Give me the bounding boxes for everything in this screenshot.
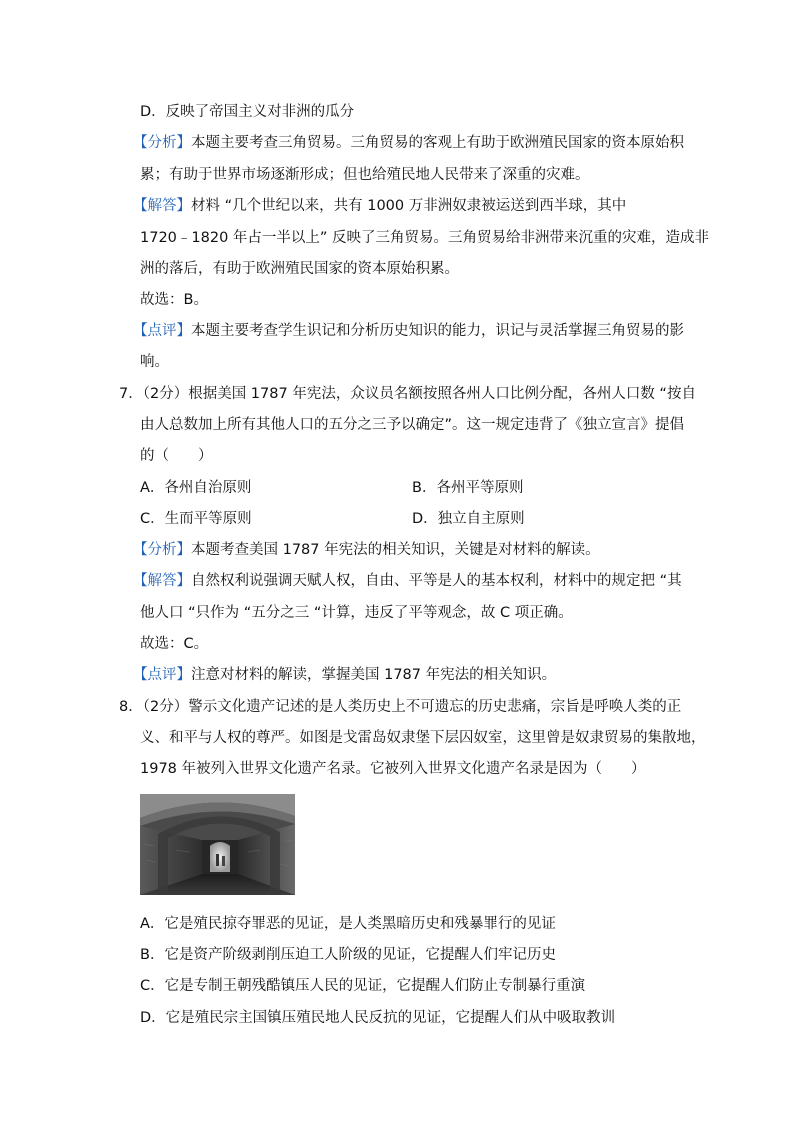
answer-tag: 【解答】: [133, 198, 191, 214]
q8-option-c: C．它是专制王朝残酷镇压人民的见证，它提醒人们防止专制暴行重演: [140, 978, 586, 994]
q7-option-d: D．独立自主原则: [412, 511, 525, 527]
q6-choice: 故选：B。: [140, 292, 208, 308]
q6-comment: [133, 321, 684, 341]
q8-stem-1: 8．（2分）警示文化遗产记述的是人类历史上不可遗忘的历史悲痛，宗旨是呼唤人类的正: [119, 699, 682, 715]
q6-option-d: D．反映了帝国主义对非洲的瓜分: [140, 104, 355, 120]
q7-analysis: [133, 540, 600, 560]
q8-option-b: B．它是资产阶级剥削压迫工人阶级的见证，它提醒人们牢记历史: [140, 947, 556, 963]
answer-tag: 【解答】: [133, 573, 191, 589]
q7-choice: 故选：C。: [140, 636, 209, 652]
q6-answer-cont-2: 洲的落后，有助于欧洲殖民国家的资本原始积累。: [140, 261, 459, 277]
q8-stem-3: 1978 年被列入世界文化遗产名录。它被列入世界文化遗产名录是因为（ ）: [140, 761, 646, 777]
analysis-tag: 【分析】: [133, 542, 191, 558]
q7-option-a: A．各州自治原则: [140, 480, 252, 496]
q7-stem-1: 7．（2分）根据美国 1787 年宪法，众议员名额按照各州人口比例分配，各州人口数 “按自: [119, 386, 696, 402]
analysis-text: 本题主要考查三角贸易。三角贸易的客观上有助于欧洲殖民国家的资本原始积: [191, 135, 684, 151]
analysis-tag: 【分析】: [133, 135, 191, 151]
comment-tag: 【点评】: [133, 323, 191, 339]
q6-answer: [133, 196, 626, 216]
q6-analysis-cont: 累；有助于世界市场逐渐形成；但也给殖民地人民带来了深重的灾难。: [140, 167, 590, 183]
q7-answer: [133, 571, 682, 591]
q7-stem-2: 由人总数加上所有其他人口的五分之三予以确定”。这一规定违背了《独立宣言》提倡: [140, 417, 685, 433]
answer-text: 材料 “几个世纪以来，共有 1000 万非洲奴隶被运送到西半球，其中: [191, 198, 627, 214]
q6-analysis: [133, 133, 684, 153]
answer-text: 自然权利说强调天赋人权，自由、平等是人的基本权利，材料中的规定把 “其: [191, 573, 682, 589]
q7-stem-3: 的（ ）: [140, 448, 213, 464]
comment-tag: 【点评】: [133, 667, 191, 683]
q6-answer-cont-1: 1720﹣1820 年占一半以上” 反映了三角贸易。三角贸易给非洲带来沉重的灾难，造成非: [140, 230, 710, 246]
q6-comment-cont: 响。: [140, 354, 169, 370]
analysis-text: 本题考查美国 1787 年宪法的相关知识，关键是对材料的解读。: [191, 542, 600, 558]
q7-option-c: C．生而平等原则: [140, 511, 252, 527]
q8-option-d: D．它是殖民宗主国镇压殖民地人民反抗的见证，它提醒人们从中吸取教训: [140, 1010, 616, 1026]
q8-stem-2: 义、和平与人权的尊严。如图是戈雷岛奴隶堡下层囚奴室，这里曾是奴隶贸易的集散地，: [140, 730, 706, 746]
slave-house-corridor-photo: [140, 794, 295, 895]
comment-text: 注意对材料的解读，掌握美国 1787 年宪法的相关知识。: [191, 667, 557, 683]
q7-comment: [133, 665, 556, 685]
q7-option-b: B．各州平等原则: [412, 480, 524, 496]
q8-option-a: A．它是殖民掠夺罪恶的见证，是人类黑暗历史和残暴罪行的见证: [140, 916, 556, 932]
q7-answer-cont: 他人口 “只作为 “五分之三 “计算，违反了平等观念，故 C 项正确。: [140, 605, 573, 621]
comment-text: 本题主要考查学生识记和分析历史知识的能力，识记与灵活掌握三角贸易的影: [191, 323, 684, 339]
